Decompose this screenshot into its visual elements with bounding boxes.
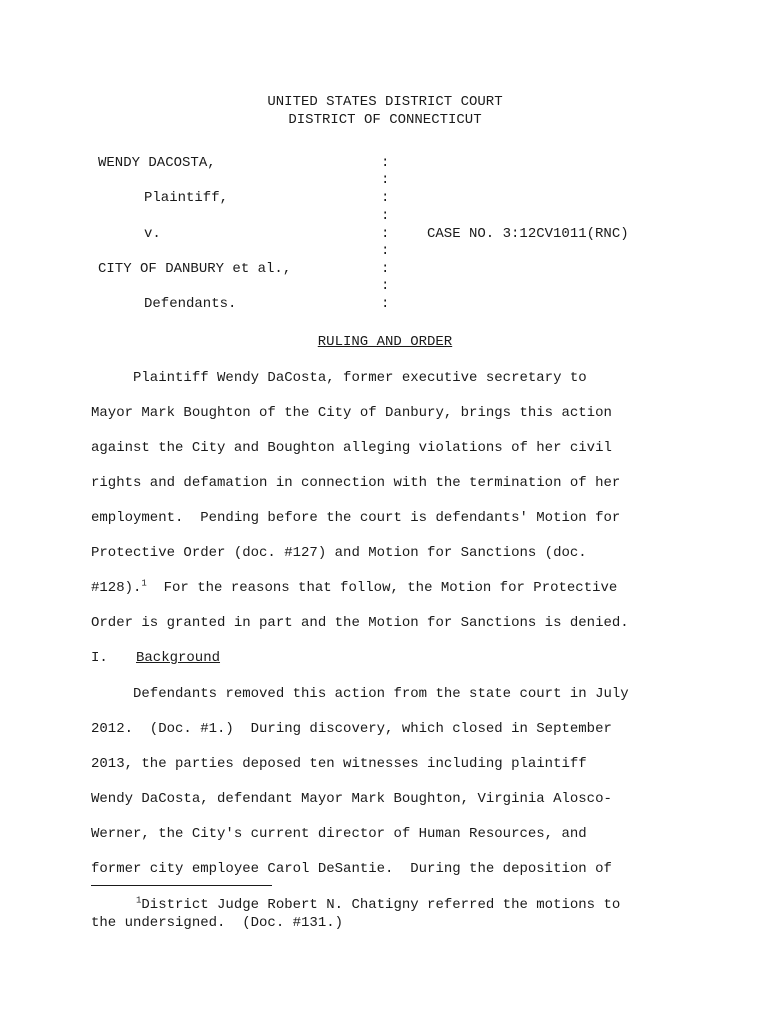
caption-colon: : <box>381 190 390 206</box>
defendant-name: CITY OF DANBURY et al., <box>98 261 292 277</box>
caption-colon: : <box>381 296 390 312</box>
text-line: Werner, the City's current director of Human Resources, and <box>91 826 587 842</box>
text-line: Order is granted in part and the Motion for Sanctions is denied. <box>91 615 629 631</box>
case-number: CASE NO. 3:12CV1011(RNC) <box>427 226 629 242</box>
footnote-line <box>136 897 620 913</box>
caption-colon: : <box>381 208 390 224</box>
text-line: Defendants removed this action from the state court in July <box>91 686 629 702</box>
section-heading: Background <box>136 650 221 666</box>
text-line: 2012. (Doc. #1.) During discovery, which closed in September <box>91 721 612 737</box>
text-line: 2013, the parties deposed ten witnesses including plaintiff <box>91 756 587 772</box>
caption-colon: : <box>381 155 390 171</box>
text-line: Wendy DaCosta, defendant Mayor Mark Boughton, Virginia Alosco- <box>91 791 612 807</box>
section-number: I. <box>91 650 108 666</box>
text-line <box>91 580 617 596</box>
text-segment: #128). <box>91 580 142 596</box>
text-line: rights and defamation in connection with the termination of her <box>91 475 621 491</box>
caption-colon: : <box>381 261 390 277</box>
text-line: former city employee Carol DeSantie. During the deposition of <box>91 861 612 877</box>
text-line: against the City and Boughton alleging violations of her civil <box>91 440 612 456</box>
versus: v. <box>144 226 161 242</box>
caption-colon: : <box>381 278 390 294</box>
text-line: Mayor Mark Boughton of the City of Danbury, brings this action <box>91 405 612 421</box>
text-segment: For the reasons that follow, the Motion for Protective <box>146 580 618 596</box>
caption-colon: : <box>381 243 390 259</box>
footnote-text: District Judge Robert N. Chatigny referred the motions to <box>141 897 621 913</box>
document-title: RULING AND ORDER <box>317 334 453 350</box>
footnote-reference[interactable]: 1 <box>141 578 147 589</box>
footnote-line: the undersigned. (Doc. #131.) <box>91 915 344 931</box>
plaintiff-role: Plaintiff, <box>144 190 229 206</box>
caption-colon: : <box>381 172 390 188</box>
text-line: employment. Pending before the court is defendants' Motion for <box>91 510 621 526</box>
footnote-mark: 1 <box>136 895 142 906</box>
text-line: Protective Order (doc. #127) and Motion for Sanctions (doc. <box>91 545 587 561</box>
caption-colon: : <box>381 226 390 242</box>
court-name: UNITED STATES DISTRICT COURT <box>267 94 503 110</box>
text-line: Plaintiff Wendy DaCosta, former executive secretary to <box>91 370 587 386</box>
plaintiff-name: WENDY DACOSTA, <box>98 155 216 171</box>
footnote-divider <box>91 885 272 886</box>
court-district: DISTRICT OF CONNECTICUT <box>288 112 482 128</box>
defendant-role: Defendants. <box>144 296 237 312</box>
